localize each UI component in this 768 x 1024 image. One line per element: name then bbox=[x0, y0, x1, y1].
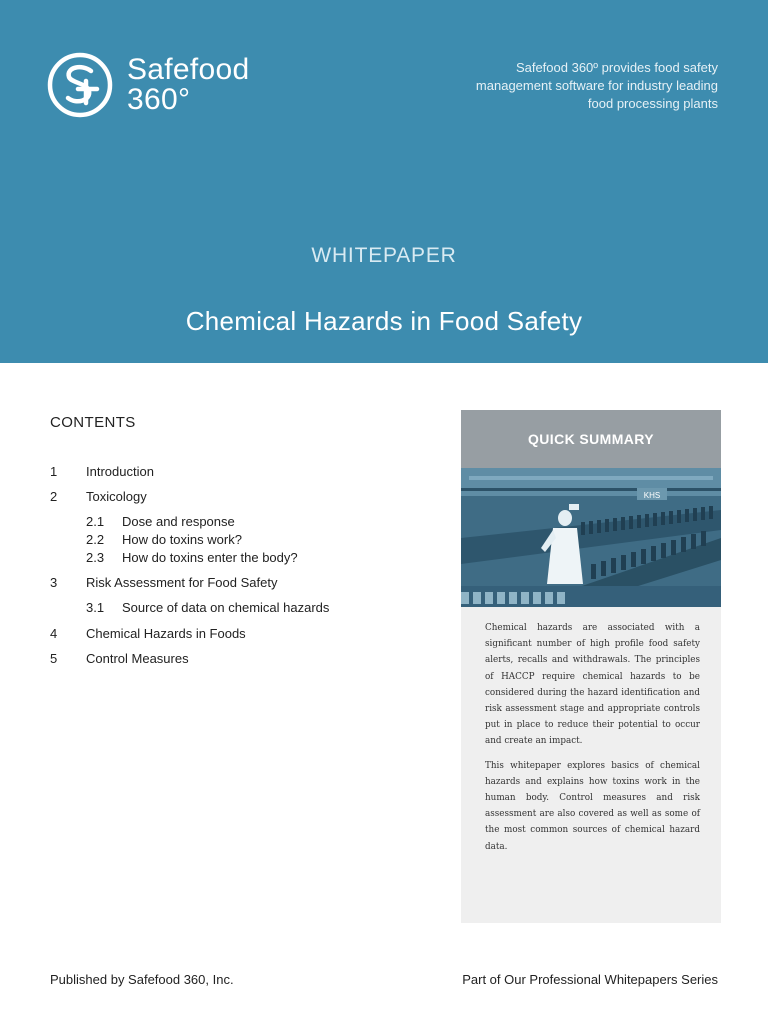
toc-item-number: 3.1 bbox=[86, 600, 105, 615]
toc-item-dose-and-response[interactable] bbox=[50, 513, 410, 531]
toc-item-label: Risk Assessment for Food Safety bbox=[86, 575, 278, 590]
toc-item-label: Chemical Hazards in Foods bbox=[86, 626, 246, 641]
toc-item-number: 2.2 bbox=[86, 532, 105, 547]
publisher-credit: Published by Safefood 360, Inc. bbox=[50, 972, 234, 987]
toc-item-number: 4 bbox=[50, 626, 58, 641]
toc-item-label: Control Measures bbox=[86, 651, 189, 666]
toc-item-how-toxins-work[interactable] bbox=[50, 531, 410, 549]
toc-item-label: How do toxins enter the body? bbox=[122, 550, 298, 565]
document-title: Chemical Hazards in Food Safety bbox=[185, 306, 583, 336]
toc-item-label: How do toxins work? bbox=[122, 532, 242, 547]
toc-item-toxicology[interactable] bbox=[50, 488, 410, 506]
brand-number: 360° bbox=[127, 83, 191, 116]
summary-paragraph: Chemical hazards are associated with a significant number of high profile food safety alerts, recalls and withdrawals. The principles of HACCP require chemical hazards to be considered during the hazard identification and risk assessment stage and appropriate controls put in place to reduce their potential to occur and create an impact. bbox=[485, 623, 700, 747]
toc-item-label: Source of data on chemical hazards bbox=[122, 600, 330, 615]
toc-item-label: Dose and response bbox=[122, 514, 235, 529]
brand-tagline: Safefood 360º provides food safety management software for industry leading food processing plants bbox=[475, 60, 718, 111]
toc-item-control-measures[interactable] bbox=[50, 650, 410, 668]
toc-item-number: 3 bbox=[50, 575, 58, 590]
khs-sign: KHS bbox=[643, 491, 661, 500]
toc-item-toxins-enter-body[interactable] bbox=[50, 549, 410, 567]
summary-paragraph: This whitepaper explores basics of chemical hazards and explains how toxins work in the human body. Control measures and risk assessment are also covered as well as some of the most common sources of chemical hazard data. bbox=[485, 760, 700, 852]
brand-logo[interactable] bbox=[47, 52, 287, 118]
toc-item-source-of-data[interactable] bbox=[50, 599, 410, 617]
toc-item-number: 2 bbox=[50, 489, 58, 504]
quick-summary-panel bbox=[461, 410, 721, 923]
safefood-logo-icon bbox=[47, 52, 113, 118]
toc-item-number: 5 bbox=[50, 651, 58, 666]
series-label: Part of Our Professional Whitepapers Series bbox=[462, 972, 718, 987]
toc-item-label: Toxicology bbox=[86, 489, 147, 504]
toc-item-number: 2.3 bbox=[86, 550, 105, 565]
quick-summary-heading: QUICK SUMMARY bbox=[461, 410, 721, 468]
brand-name: Safefood bbox=[127, 53, 250, 86]
table-of-contents bbox=[50, 463, 410, 668]
toc-item-introduction[interactable] bbox=[50, 463, 410, 481]
toc-item-number: 2.1 bbox=[86, 514, 105, 529]
toc-item-risk-assessment[interactable] bbox=[50, 574, 410, 592]
quick-summary-text bbox=[461, 607, 721, 855]
header-banner bbox=[0, 0, 768, 363]
toc-item-label: Introduction bbox=[86, 464, 154, 479]
document-type: WHITEPAPER bbox=[311, 244, 457, 267]
toc-item-number: 1 bbox=[50, 464, 58, 479]
toc-item-chemical-hazards[interactable] bbox=[50, 625, 410, 643]
contents-heading: CONTENTS bbox=[50, 414, 136, 431]
bottling-plant-photo bbox=[461, 468, 721, 607]
